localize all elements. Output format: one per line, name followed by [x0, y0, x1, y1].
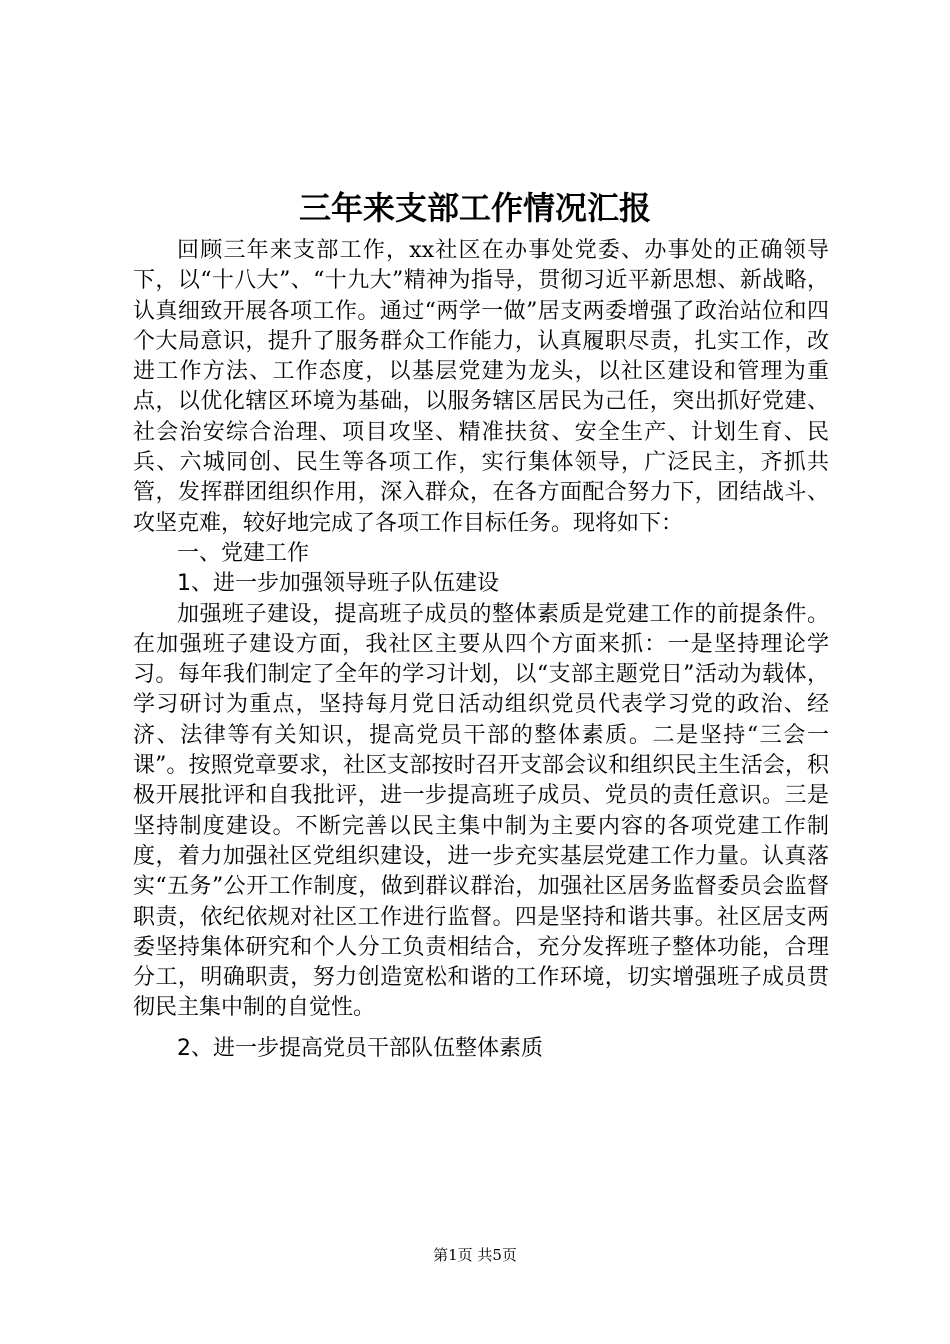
subsection-heading-leadership: 1、进一步加强领导班子队伍建设	[177, 571, 499, 597]
section-heading-party-building: 一、党建工作	[177, 540, 310, 566]
document-title: 三年来支部工作情况汇报	[298, 189, 651, 227]
leadership-paragraph: 加强班子建设，提高班子成员的整体素质是党建工作的前提条件。在加强班子建设方面，我社区主要从四个方面来抓：一是坚持理论学习。每年我们制定了全年的学习计划，以“支部主题党日”活动为载体，学习研讨为重点，坚持每月党日活动组织党员代表学习党的政治、经济、法律等有关知识，提高党员干部的整体素质。二是坚持“三会一课”。按照党章要求，社区支部按时召开支部会议和组织民主生活会，积极开展批评和自我批评，进一步提高班子成员、党员的责任意识。三是坚持制度建设。不断完善以民主集中制为主要内容的各项党建工作制度，着力加强社区党组织建设，进一步充实基层党建工作力量。认真落实“五务”公开工作制度，做到群议群治，加强社区居务监督委员会监督职责，依纪依规对社区工作进行监督。四是坚持和谐共事。社区居支两委坚持集体研究和个人分工负责相结合，充分发挥班子整体功能，合理分工，明确职责，努力创造宽松和谐的工作环境，切实增强班子成员贯彻民主集中制的自觉性。	[133, 601, 829, 1021]
subsection-heading-quality: 2、进一步提高党员干部队伍整体素质	[177, 1035, 543, 1061]
page-indicator: 第1页 共5页	[433, 1246, 517, 1264]
intro-paragraph: 回顾三年来支部工作，xx社区在办事处党委、办事处的正确领导下，以“十八大”、“十九大”精神为指导，贯彻习近平新思想、新战略，认真细致开展各项工作。通过“两学一做”居支两委增强了政治站位和四个大局意识，提升了服务群众工作能力，认真履职尽责，扎实工作，改进工作方法、工作态度，以基层党建为龙头，以社区建设和管理为重点，以优化辖区环境为基础，以服务辖区居民为己任，突出抓好党建、社会治安综合治理、项目攻坚、精准扶贫、安全生产、计划生育、民兵、六城同创、民生等各项工作，实行集体领导，广泛民主，齐抓共管，发挥群团组织作用，深入群众，在各方面配合努力下，团结战斗、攻坚克难，较好地完成了各项工作目标任务。现将如下：	[133, 238, 829, 536]
document-body	[133, 236, 829, 1064]
